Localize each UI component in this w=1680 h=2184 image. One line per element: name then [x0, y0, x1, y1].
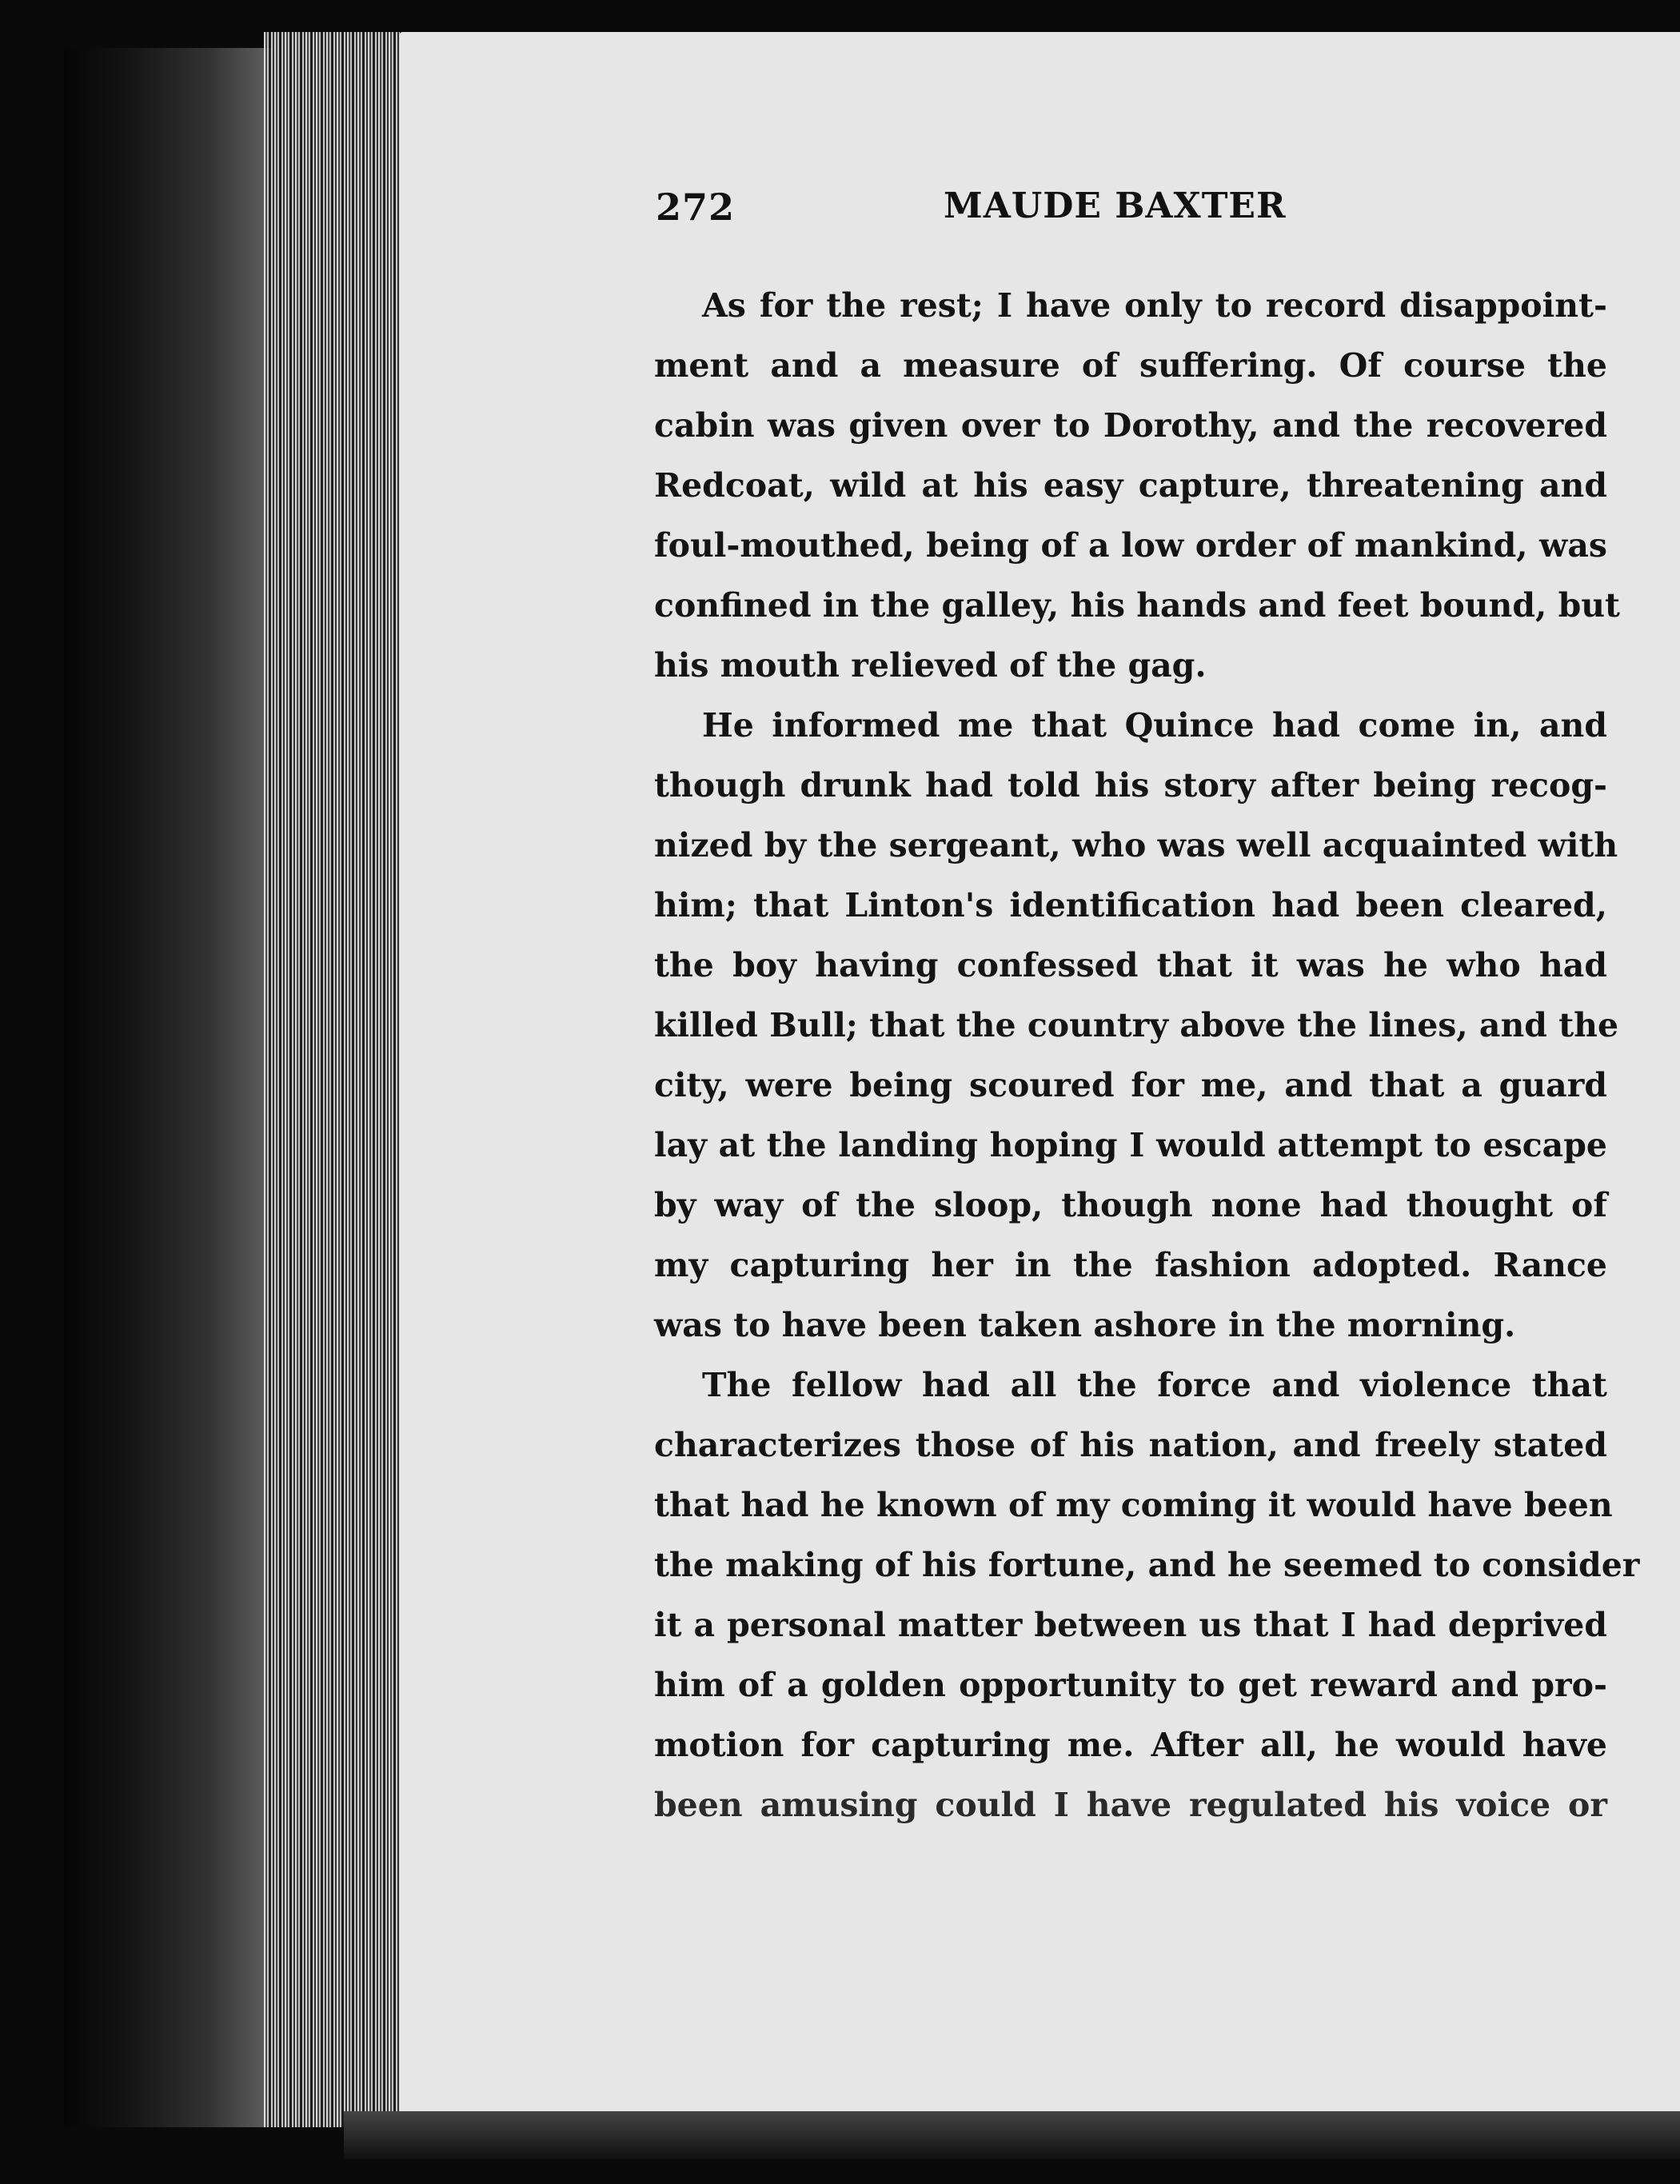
text-line: it a personal matter between us that I had deprived	[654, 1606, 1607, 1644]
book-shadow	[64, 48, 272, 2127]
running-title: MAUDE BAXTER	[944, 186, 1287, 226]
text-line: city, were being scoured for me, and that a guard	[654, 1066, 1607, 1104]
text-line: characterizes those of his nation, and freely stated	[654, 1426, 1607, 1464]
text-line: foul-mouthed, being of a low order of mankind, was	[654, 526, 1607, 565]
text-line: nized by the sergeant, who was well acquainted with	[654, 826, 1618, 864]
text-line: was to have been taken ashore in the morning.	[654, 1306, 1516, 1344]
text-line: been amusing could I have regulated his voice or	[654, 1786, 1607, 1824]
text-line: him of a golden opportunity to get reward and pro-	[654, 1666, 1607, 1704]
text-line: cabin was given over to Dorothy, and the recovered	[654, 406, 1607, 445]
text-line: that had he known of my coming it would have been	[654, 1486, 1613, 1524]
book-page-edges	[264, 32, 400, 2127]
text-line: ment and a measure of suffering. Of course the	[654, 346, 1607, 385]
text-line: the making of his fortune, and he seemed to consider	[654, 1546, 1640, 1584]
text-line: As for the rest; I have only to record disappoint-	[702, 286, 1607, 325]
text-line: He informed me that Quince had come in, and	[702, 706, 1607, 745]
text-line: The fellow had all the force and violence that	[702, 1366, 1607, 1404]
text-line: lay at the landing hoping I would attempt to escape	[654, 1126, 1607, 1164]
text-line: motion for capturing me. After all, he would have	[654, 1726, 1607, 1764]
text-line: Redcoat, wild at his easy capture, threatening and	[654, 466, 1607, 505]
paragraph-2	[654, 696, 1619, 1356]
paragraph-3	[654, 1356, 1640, 1835]
page-number: 272	[656, 186, 736, 229]
text-line: him; that Linton's identification had been cleared,	[654, 886, 1607, 924]
text-line: my capturing her in the fashion adopted. Rance	[654, 1246, 1607, 1284]
text-line: his mouth relieved of the gag.	[654, 646, 1207, 685]
text-line: the boy having confessed that it was he who had	[654, 946, 1607, 984]
text-line: confined in the galley, his hands and feet bound, but	[654, 586, 1620, 625]
text-line: by way of the sloop, though none had thought of	[654, 1186, 1607, 1224]
page-bottom-shadow	[344, 2111, 1680, 2159]
text-line: though drunk had told his story after being recog-	[654, 766, 1607, 805]
text-line: killed Bull; that the country above the lines, and the	[654, 1006, 1619, 1044]
page-body	[654, 276, 1640, 1835]
paragraph-1	[654, 276, 1620, 696]
page-header	[656, 186, 1615, 250]
